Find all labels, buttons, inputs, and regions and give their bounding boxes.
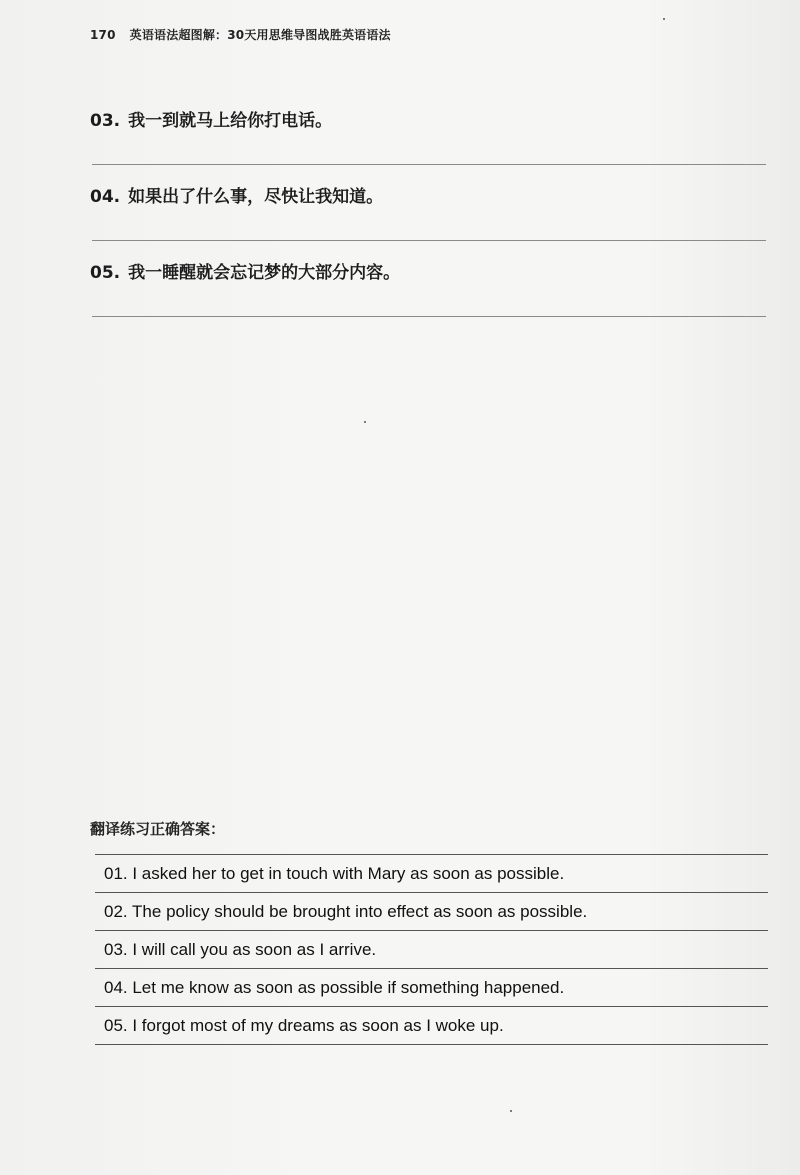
book-title: 英语语法超图解：30天用思维导图战胜英语语法 (129, 28, 391, 42)
answer-line (92, 164, 766, 165)
exercise-item (90, 258, 766, 283)
scan-speck (364, 421, 366, 423)
exercise-item (90, 106, 766, 131)
exercise-number: 05. (90, 263, 121, 283)
scan-speck (663, 18, 665, 20)
exercise-number: 04. (90, 187, 121, 207)
answer-row: 04. Let me know as soon as possible if something happened. (95, 969, 768, 1007)
page-number: 170 (90, 28, 116, 42)
answer-line (92, 316, 766, 317)
exercise-text: 我一到就马上给你打电话。 (128, 111, 333, 131)
answer-line (92, 240, 766, 241)
page-header (90, 26, 391, 43)
answers-table (95, 854, 768, 1045)
answers-title: 翻译练习正确答案： (90, 820, 226, 838)
exercise-text: 如果出了什么事，尽快让我知道。 (128, 187, 384, 207)
scan-speck (510, 1110, 512, 1112)
exercise-prompt (90, 182, 766, 207)
exercise-item (90, 182, 766, 207)
exercise-number: 03. (90, 111, 121, 131)
answer-row: 01. I asked her to get in touch with Mary as soon as possible. (95, 855, 768, 893)
exercise-text: 我一睡醒就会忘记梦的大部分内容。 (128, 263, 401, 283)
answer-row: 03. I will call you as soon as I arrive. (95, 931, 768, 969)
answer-row: 05. I forgot most of my dreams as soon as I woke up. (95, 1007, 768, 1045)
exercise-prompt (90, 106, 766, 131)
answer-row: 02. The policy should be brought into effect as soon as possible. (95, 893, 768, 931)
exercise-prompt (90, 258, 766, 283)
